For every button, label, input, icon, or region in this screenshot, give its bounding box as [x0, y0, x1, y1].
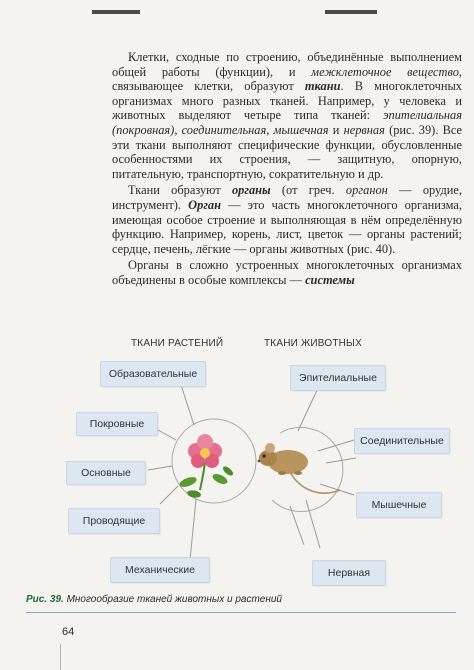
- page-number: 64: [62, 626, 75, 638]
- top-rule-right: [325, 10, 377, 14]
- caption-label: Рис. 39.: [26, 594, 64, 605]
- animal-tissue-nervous: Нервная: [312, 560, 386, 586]
- text-run: . В многоклеточных организмах много разных тканей. Например, у человека и животных выделяют четыре типа тканей:: [112, 79, 462, 123]
- text-run: , связывающее клетки, образуют: [112, 64, 463, 94]
- plant-tissue-covering: Покровные: [76, 412, 158, 436]
- mouse-icon: [258, 443, 340, 493]
- text-run: ,: [266, 122, 274, 137]
- diagram-graphics: [0, 330, 474, 590]
- animal-tissue-connective: Соединительные: [354, 428, 450, 454]
- text-run: — орудие, инструмент).: [112, 183, 462, 212]
- text-run: Органы в сложно устроенных многоклеточных организмах объединены в особые комплексы —: [112, 258, 462, 287]
- term-muscle: мышечная: [273, 122, 329, 137]
- spoke-animal-2: [318, 440, 354, 451]
- spoke-animal-5: [306, 500, 320, 548]
- term-nervous: нервная: [343, 122, 385, 137]
- text-run: (рис. 39). Все эти ткани выполняют специфические функции, обусловленные особенностями их строения, — защитную, опорную, питательную, транспортную, сократительную и др.: [112, 122, 463, 181]
- term-tissues: ткани: [304, 79, 341, 94]
- body-text: [112, 50, 462, 288]
- text-run: Ткани образуют: [128, 183, 232, 198]
- figure-caption: [26, 594, 456, 613]
- spoke-plant-5: [190, 499, 196, 560]
- animal-tissues-title: ТКАНИ ЖИВОТНЫХ: [264, 338, 362, 349]
- spoke-plant-2: [158, 430, 176, 440]
- plant-tissue-conductive: Проводящие: [68, 508, 160, 534]
- text-run: (от греч.: [270, 183, 346, 198]
- page-number-rule: [60, 644, 61, 670]
- animal-tissue-epithelial: Эпителиальные: [290, 365, 386, 391]
- text-run: и: [328, 122, 344, 137]
- spoke-plant-4: [160, 486, 178, 504]
- text-run: Клетки, сходные по строению, объединённые выполнением общей работы (функции), и: [112, 50, 462, 79]
- paragraph-systems: [112, 258, 462, 287]
- spoke-animal-3: [326, 458, 356, 463]
- term-systems: системы: [305, 272, 355, 287]
- plant-tissue-educational: Образовательные: [100, 361, 206, 387]
- term-intercellular-substance: межклеточное вещество: [311, 64, 459, 79]
- caption-text: Многообразие тканей животных и растений: [63, 594, 282, 605]
- tissue-diversity-diagram: [0, 330, 474, 590]
- animal-tissue-muscle: Мышечные: [356, 492, 442, 518]
- top-rule-left: [92, 10, 140, 14]
- spoke-plant-1: [180, 382, 194, 425]
- plant-tissue-ground: Основные: [66, 461, 146, 485]
- term-epithelial: эпителиальная (покровная): [112, 108, 462, 137]
- term-organs: органы: [231, 183, 271, 198]
- text-run: — это часть многоклеточного организма, имеющая особое строение и выполняющая в нём определённую функцию. Например, корень, лист, цветок — органы растений; сердце, печень, лёгкие — органы животных (рис. 40).: [112, 197, 462, 256]
- paragraph-organs: [112, 183, 462, 256]
- rose-flower-icon: [178, 434, 234, 499]
- spoke-plant-3: [148, 466, 172, 470]
- spoke-animal-1: [298, 388, 318, 431]
- plant-tissues-title: ТКАНИ РАСТЕНИЙ: [131, 338, 224, 349]
- paragraph-tissues: [112, 50, 462, 181]
- plant-tissue-mechanical: Механические: [110, 557, 210, 583]
- text-run: ,: [174, 122, 182, 137]
- term-organ: Орган: [188, 197, 221, 212]
- term-connective: соединительная: [181, 122, 267, 137]
- term-organon: органон: [345, 183, 388, 198]
